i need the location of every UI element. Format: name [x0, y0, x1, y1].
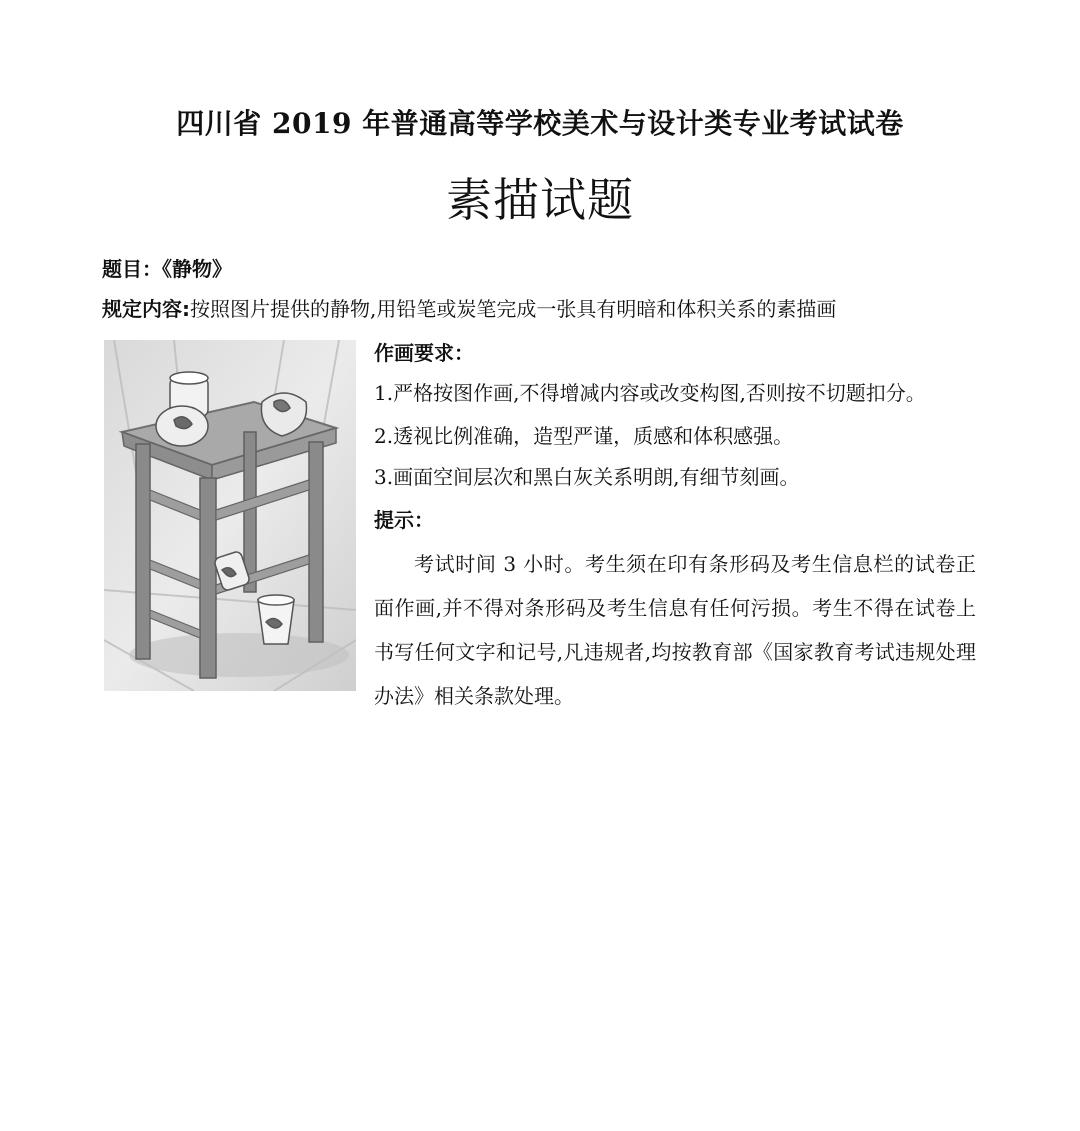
requirement-item-3: 3.画面空间层次和黑白灰关系明朗,有细节刻画。 [374, 465, 800, 489]
requirement-item-2: 2.透视比例准确，造型严谨，质感和体积感强。 [374, 424, 794, 448]
exam-title: 四川省 2019 年普通高等学校美术与设计类专业考试试卷 [176, 107, 904, 140]
content-line [102, 294, 836, 324]
topic-line [102, 254, 232, 284]
topic-value: 《静物》 [162, 257, 232, 281]
content-value: 按照图片提供的静物,用铅笔或炭笔完成一张具有明暗和体积关系的素描画 [190, 297, 837, 321]
requirements-title: 作画要求： [374, 341, 474, 365]
exam-subtitle: 素描试题 [446, 173, 634, 227]
hint-title: 提示： [374, 508, 434, 532]
still-life-sketch-image [104, 340, 356, 691]
requirement-item-1: 1.严格按图作画,不得增减内容或改变构图,否则按不切题扣分。 [374, 381, 926, 405]
content-label: 规定内容: [102, 297, 190, 321]
topic-label: 题目： [102, 257, 162, 281]
hint-text: 考试时间 3 小时。考生须在印有条形码及考生信息栏的试卷正面作画,并不得对条形码及考生信息有任何污损。考生不得在试卷上书写任何文字和记号,凡违规者,均按教育部《国家教育考试违规处理办法》相关条款处理。 [374, 552, 976, 708]
